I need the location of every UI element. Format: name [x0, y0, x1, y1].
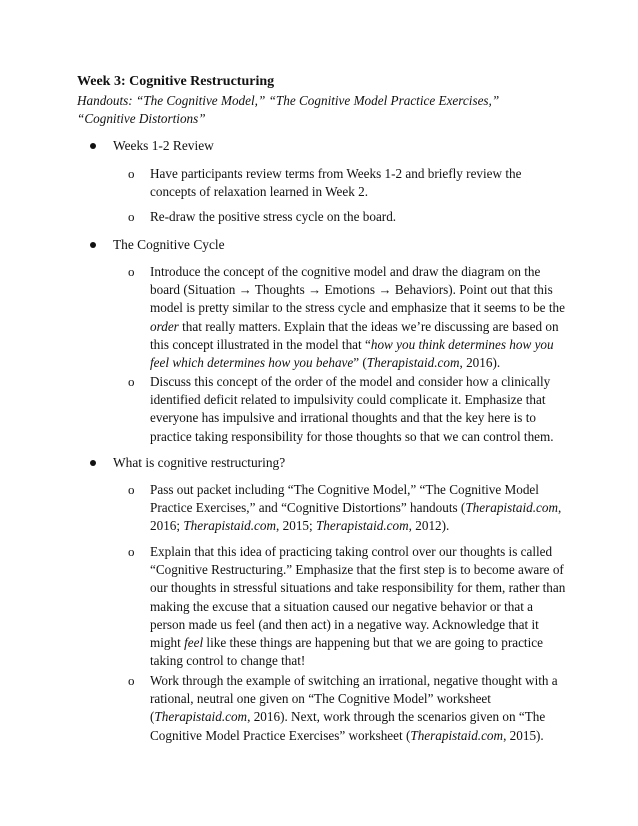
handouts-line: Handouts: “The Cognitive Model,” “The Cognitive Model Practice Exercises,” “Cognitive Distortions” — [77, 93, 500, 126]
list-item: Explain that this idea of practicing taking control over our thoughts is called “Cognitive Restructuring.” Emphasize that the first step is to become aware of our thoughts in stressful situations and take responsibility for them, rather than making the excuse that a situation caused our negative behavior or that a person made us feel (and then act) in a negative way. Acknowledge that it might feel like these things are happening but that we are going to practice taking control to change that! — [150, 544, 566, 669]
sub-bullet-icon: o — [128, 374, 135, 389]
section-heading-review: Weeks 1-2 Review — [113, 138, 214, 153]
section-heading-cognitive-cycle: The Cognitive Cycle — [113, 237, 225, 252]
list-item: Have participants review terms from Weeks 1-2 and briefly review the concepts of relaxation learned in Week 2. — [150, 166, 522, 200]
sub-bullet-icon: o — [128, 209, 135, 224]
list-item: Introduce the concept of the cognitive model and draw the diagram on the board (Situation → Thoughts → Emotions → Behaviors). Point out that this model is pretty similar to the stress cycle and emphasize that it seems to be the order that really matters. Explain that the ideas we’re discussing are based on this concept illustrated in the model that “how you think determines how you feel which determines how you behave” (Therapistaid.com, 2016). — [150, 264, 565, 371]
list-item: Re-draw the positive stress cycle on the board. — [150, 209, 397, 224]
bullet-icon — [90, 143, 96, 149]
sub-bullet-icon: o — [128, 544, 135, 559]
sub-bullet-icon: o — [128, 166, 135, 181]
list-item: Discuss this concept of the order of the model and consider how a clinically identified deficit related to impulsivity could complicate it. Emphasize that everyone has impulsive and irrational thoughts and that the key here is to practice taking responsibility for those thoughts so that we can control them. — [150, 374, 554, 444]
page-title: Week 3: Cognitive Restructuring — [77, 74, 275, 89]
section-heading-restructuring: What is cognitive restructuring? — [113, 455, 286, 470]
list-item: Work through the example of switching an irrational, negative thought with a rational, neutral one given on “The Cognitive Model” worksheet (Therapistaid.com, 2016). Next, work through the scenarios given on “The Cognitive Model Practice Exercises” worksheet (Therapistaid.com, 2015). — [150, 673, 558, 743]
bullet-icon — [90, 460, 96, 466]
bullet-icon — [90, 242, 96, 248]
sub-bullet-icon: o — [128, 482, 135, 497]
sub-bullet-icon: o — [128, 673, 135, 688]
sub-bullet-icon: o — [128, 264, 135, 279]
list-item: Pass out packet including “The Cognitive Model,” “The Cognitive Model Practice Exercises,” and “Cognitive Distortions” handouts (Therapistaid.com, 2016; Therapistaid.com, 2015; Therapistaid.com, 2012). — [150, 482, 562, 534]
